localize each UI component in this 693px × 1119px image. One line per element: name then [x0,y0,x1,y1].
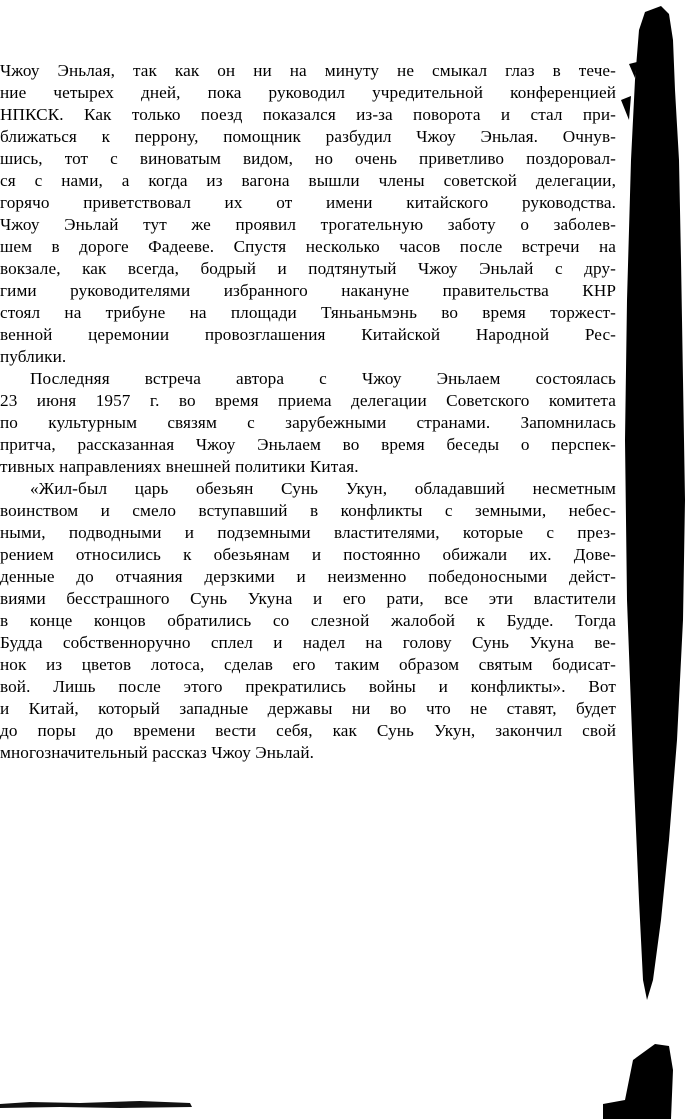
text-line: шись, тот с виноватым видом, но очень приветливо поздоровал- [0,149,616,168]
text-line: Будда собственноручно сплел и надел на голову Сунь Укуна ве- [0,633,616,652]
text-line: ся с нами, а когда из вагона вышли члены советской делегации, [0,171,616,190]
text-line: шем в дороге Фадееве. Спустя несколько часов после встречи на [0,237,616,256]
text-line: 23 июня 1957 г. во время приема делегации Советского комитета [0,391,616,410]
scan-edge-shadow [603,0,693,1119]
text-line: гими руководителями избранного накануне правительства КНР [0,281,616,300]
text-line: НПКСК. Как только поезд показался из-за поворота и стал при- [0,105,616,124]
text-line: Последняя встреча автора с Чжоу Эньлаем состоялась [30,369,616,388]
text-line: рением относились к обезьянам и постоянно обижали их. Дове- [0,545,616,564]
scan-bottom-smudge [0,1096,200,1110]
text-line: вой. Лишь после этого прекратились войны и конфликты». Вот [0,677,616,696]
text-line: вокзале, как всегда, бодрый и подтянутый Чжоу Эньлай с дру- [0,259,616,278]
text-line: по культурным связям с зарубежными странами. Запомнилась [0,413,616,432]
text-line: Чжоу Эньлай тут же проявил трогательную заботу о заболев- [0,215,616,234]
text-line: венной церемонии провозглашения Китайской Народной Рес- [0,325,616,344]
text-line: горячо приветствовал их от имени китайского руководства. [0,193,616,212]
text-line: «Жил-был царь обезьян Сунь Укун, обладавший несметным [30,479,616,498]
text-line: нок из цветов лотоса, сделав его таким образом святым бодисат- [0,655,616,674]
paragraph-3 [0,478,616,764]
text-line: тивных направлениях внешней политики Китая. [0,457,359,476]
text-line: публики. [0,347,67,366]
body-text [0,60,616,764]
text-line: виями бесстрашного Сунь Укуна и его рати, все эти властители [0,589,616,608]
paragraph-1 [0,60,616,368]
text-line: воинством и смело вступавший в конфликты с земными, небес- [0,501,616,520]
text-line: ближаться к перрону, помощник разбудил Чжоу Эньлая. Очнув- [0,127,616,146]
text-line: притча, рассказанная Чжоу Эньлаем во время беседы о перспек- [0,435,616,454]
text-line: ние четырех дней, пока руководил учредительной конференцией [0,83,616,102]
text-line: многозначительный рассказ Чжоу Эньлай. [0,743,315,762]
paragraph-2 [0,368,616,478]
text-line: в конце концов обратились со слезной жалобой к Будде. Тогда [0,611,616,630]
text-line: стоял на трибуне на площади Тяньаньмэнь во время торжест- [0,303,616,322]
text-line: Чжоу Эньлая, так как он ни на минуту не смыкал глаз в тече- [0,61,616,80]
text-line: денные до отчаяния дерзкими и неизменно победоносными дейст- [0,567,616,586]
text-line: ными, подводными и подземными властителями, которые с през- [0,523,616,542]
text-line: и Китай, который западные державы ни во что не ставят, будет [0,699,616,718]
text-line: до поры до времени вести себя, как Сунь Укун, закончил свой [0,721,616,740]
